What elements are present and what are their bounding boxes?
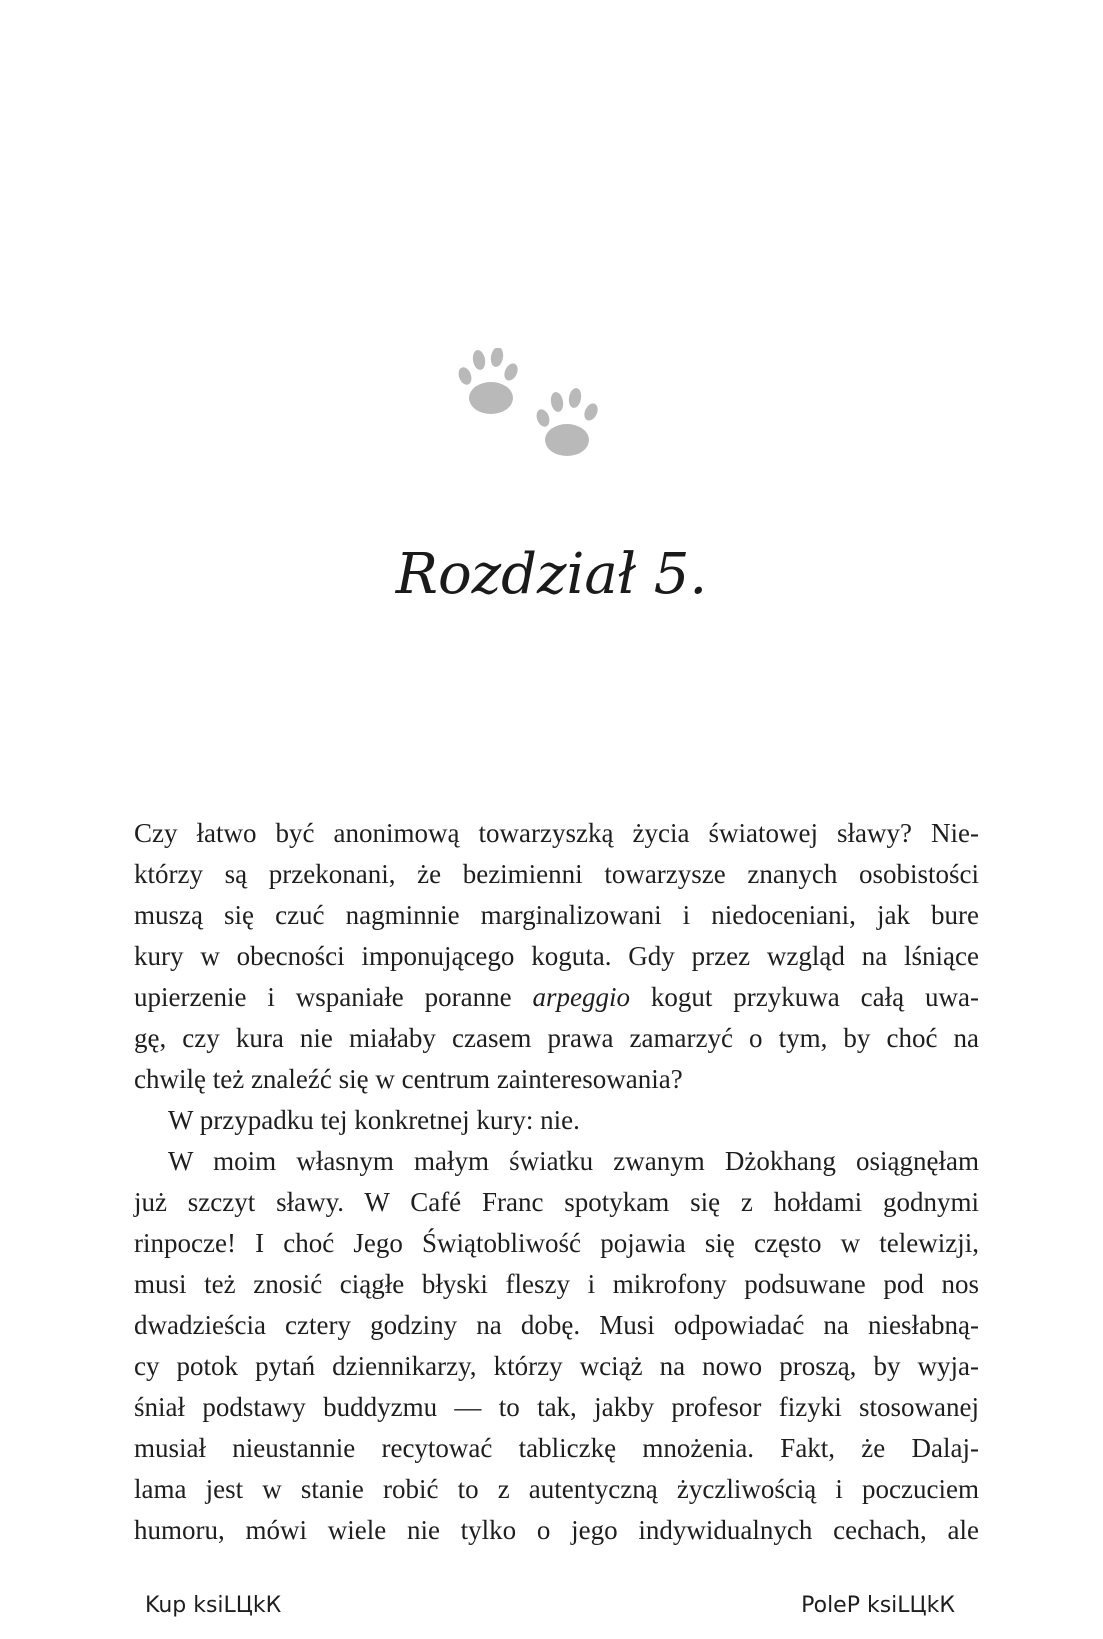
text-line: cy potok pytań dziennikarzy, którzy wciąż na nowo proszą, by wyja- [134,1351,979,1381]
text-line: muszą się czuć nagminnie marginalizowani i niedoceniani, jak bure [134,900,979,930]
paw-prints-icon [455,348,635,478]
text-line: musiał nieustannie recytować tabliczkę mnożenia. Fakt, że Dalaj- [134,1433,979,1463]
text-line: śniał podstawy buddyzmu — to tak, jakby profesor fizyki stosowanej [134,1392,979,1422]
chapter-title: Rozdział 5. [395,542,708,607]
chapter-body [134,813,979,1551]
text-line-with-italic [134,977,979,1018]
text-line: dwadzieścia cztery godziny na dobę. Musi odpowiadać na niesłabną- [134,1310,979,1340]
text-line: rinpocze! I choć Jego Świątobliwość pojawia się często w telewizji, [134,1228,979,1258]
text-line: gę, czy kura nie miałaby czasem prawa zamarzyć o tym, by choć na [134,1023,979,1053]
text-fragment: upierzenie i wspaniałe poranne [134,982,512,1012]
text-line: lama jest w stanie robić to z autentyczną życzliwością i poczuciem [134,1474,979,1504]
italic-term: arpeggio [532,982,630,1012]
paw-print-upper [456,348,520,414]
text-fragment: kogut przykuwa całą uwa- [650,982,979,1012]
recommend-book-link[interactable]: PoleР ksiLЦkК [801,1593,955,1618]
text-line: humoru, mówi wiele nie tylko o jego indywidualnych cechach, ale [134,1515,979,1545]
text-line: chwilę też znaleźć się w centrum zainteresowania? [134,1064,683,1094]
text-line: W moim własnym małym światku zwanym Dżokhang osiągnęłam [168,1146,979,1176]
text-line: którzy są przekonani, że bezimienni towarzysze znanych osobistości [134,859,979,889]
text-line: musi też znosić ciągłe błyski fleszy i mikrofony podsuwane pod nos [134,1269,979,1299]
text-line: Czy łatwo być anonimową towarzyszką życia światowej sławy? Nie- [134,818,979,848]
text-line: już szczyt sławy. W Café Franc spotykam się z hołdami godnymi [134,1187,979,1217]
buy-book-link[interactable]: Kup ksiLЦkК [145,1593,282,1618]
text-line: kury w obecności imponującego koguta. Gdy przez wzgląd na lśniące [134,941,979,971]
paw-print-lower [534,387,600,456]
text-line: W przypadku tej konkretnej kury: nie. [168,1105,580,1135]
